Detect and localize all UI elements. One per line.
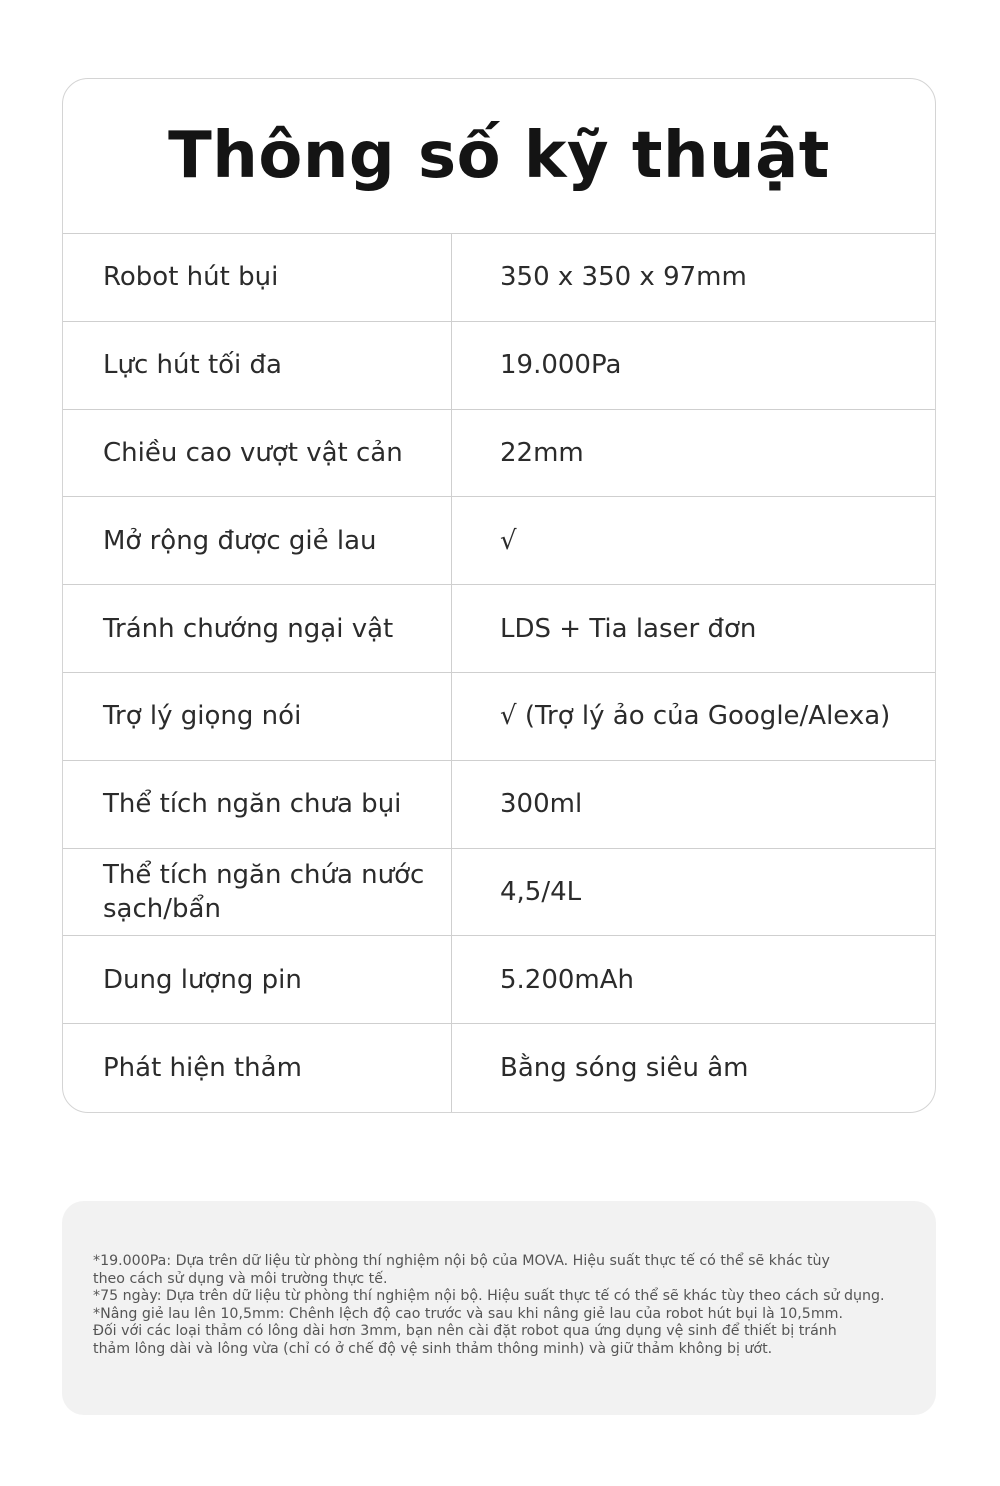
spec-label: Robot hút bụi xyxy=(63,234,452,321)
spec-label: Lực hút tối đa xyxy=(63,322,452,409)
spec-value: 4,5/4L xyxy=(500,876,582,907)
spec-label: Dung lượng pin xyxy=(63,936,452,1023)
spec-value: √ (Trợ lý ảo của Google/Alexa) xyxy=(500,701,891,732)
footnotes-box xyxy=(62,1201,936,1415)
footnote-line: *75 ngày: Dựa trên dữ liệu từ phòng thí nghiệm nội bộ. Hiệu suất thực tế có thể sẽ khác tùy theo cách sử dụng. xyxy=(93,1288,885,1304)
spec-row xyxy=(63,1024,935,1112)
spec-value: 22mm xyxy=(500,437,584,468)
spec-label: Tránh chướng ngại vật xyxy=(63,585,452,672)
spec-row xyxy=(63,673,935,761)
spec-value: 19.000Pa xyxy=(500,350,622,381)
spec-value: Bằng sóng siêu âm xyxy=(500,1053,749,1084)
footnote-line: *19.000Pa: Dựa trên dữ liệu từ phòng thí nghiệm nội bộ của MOVA. Hiệu suất thực tế có thể sẽ khác tùy xyxy=(93,1253,830,1269)
spec-row xyxy=(63,234,935,322)
page-title: Thông số kỹ thuật xyxy=(63,79,935,234)
spec-value: 350 x 350 x 97mm xyxy=(500,262,747,293)
spec-row xyxy=(63,585,935,673)
spec-row xyxy=(63,410,935,498)
spec-label: Thể tích ngăn chưa bụi xyxy=(63,761,452,848)
spec-label: Mở rộng được giẻ lau xyxy=(63,497,452,584)
spec-table-card xyxy=(62,78,936,1113)
spec-label: Phát hiện thảm xyxy=(63,1024,452,1112)
spec-label: Trợ lý giọng nói xyxy=(63,673,452,760)
spec-label: Thể tích ngăn chứa nước sạch/bẩn xyxy=(63,849,452,936)
spec-row xyxy=(63,761,935,849)
spec-row xyxy=(63,936,935,1024)
spec-row xyxy=(63,849,935,937)
spec-row xyxy=(63,322,935,410)
spec-value: 300ml xyxy=(500,789,583,820)
footnote-line: *Nâng giẻ lau lên 10,5mm: Chênh lệch độ cao trước và sau khi nâng giẻ lau của robot hút bụi là 10,5mm. xyxy=(93,1305,843,1322)
spec-value: LDS + Tia laser đơn xyxy=(500,613,757,644)
check-mark-icon: √ xyxy=(500,525,517,556)
footnote-line: thảm lông dài và lông vừa (chỉ có ở chế độ vệ sinh thảm thông minh) và giữ thảm không bị ướt. xyxy=(93,1340,773,1357)
spec-value: 5.200mAh xyxy=(500,964,635,995)
spec-row xyxy=(63,497,935,585)
spec-label: Chiều cao vượt vật cản xyxy=(63,410,452,497)
footnote-line: Đối với các loại thảm có lông dài hơn 3mm, bạn nên cài đặt robot qua ứng dụng vệ sinh để thiết bị tránh xyxy=(93,1323,837,1339)
footnote-line: theo cách sử dụng và môi trường thực tế. xyxy=(93,1270,388,1287)
